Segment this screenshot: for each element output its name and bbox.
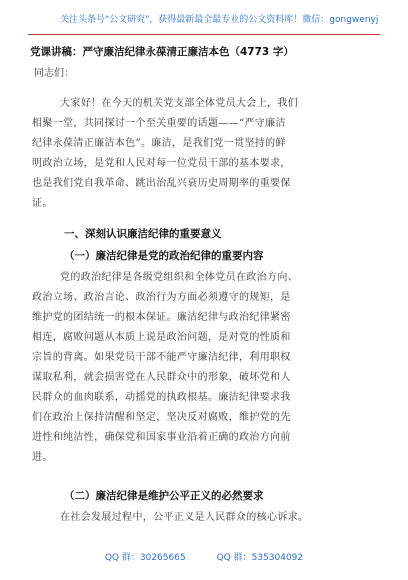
footer-qq-group-2: QQ 群：535304092 — [216, 553, 304, 563]
paragraph-line: 在社会发展过程中，公平正义是人民群众的核心诉求。 — [60, 512, 309, 523]
paragraph-line: 宗旨的背离。如果党员干部不能严守廉洁纪律，利用职权 — [32, 352, 291, 363]
header-divider — [28, 34, 380, 35]
subsection-heading: （二）廉洁纪律是维护公平正义的必然要求 — [64, 490, 264, 502]
header-banner: 关注头条号"公文研究"，获得最新最全最专业的公文资料库！微信：gongwenyj — [60, 15, 379, 25]
paragraph-line: 相连，腐败问题从本质上说是政治问题，是对党的性质和 — [32, 332, 291, 343]
paragraph-line: 民群众的血肉联系，动摇党的执政根基。廉洁纪律要求我 — [32, 392, 291, 403]
paragraph-line: 证。 — [32, 198, 53, 209]
intro-paragraph — [32, 94, 360, 214]
paragraph-line: 政治立场、政治言论、政治行为方面必须遵守的规矩，是 — [32, 292, 291, 303]
paragraph-line: 相聚一堂，共同探讨一个至关重要的话题——“严守廉洁 — [32, 118, 286, 129]
footer-qq-group-1: QQ 群：30265665 — [104, 553, 186, 563]
salutation: 同志们： — [34, 68, 74, 79]
footer — [0, 550, 408, 563]
subsection-1-paragraph — [32, 268, 360, 468]
paragraph-line: 们在政治上保持清醒和坚定，坚决反对腐败，维护党的先 — [32, 412, 291, 423]
paragraph-line: 进性和纯洁性，确保党和国家事业沿着正确的政治方向前 — [32, 432, 291, 443]
paragraph-line: 大家好！在今天的机关党支部全体党员大会上，我们 — [60, 98, 299, 109]
paragraph-line: 党的政治纪律是各级党组织和全体党员在政治方向、 — [60, 272, 299, 283]
paragraph-line: 维护党的团结统一的根本保证。廉洁纪律与政治纪律紧密 — [32, 312, 291, 323]
paragraph-line: 进。 — [32, 452, 53, 463]
document-title: 党课讲稿：严守廉洁纪律永葆清正廉洁本色（4773 字） — [30, 46, 294, 58]
paragraph-line: 纪律永葆清正廉洁本色”。廉洁，是我们党一贯坚持的鲜 — [32, 138, 286, 149]
paragraph-line: 也是我们党自我革命、跳出治乱兴衰历史周期率的重要保 — [32, 178, 291, 189]
paragraph-line: 谋取私利，就会损害党在人民群众中的形象，破坏党和人 — [32, 372, 291, 383]
paragraph-line: 明政治立场，是党和人民对每一位党员干部的基本要求， — [32, 158, 291, 169]
section-heading: 一、深刻认识廉洁纪律的重要意义 — [64, 228, 222, 240]
subsection-2-paragraph — [60, 508, 360, 528]
subsection-heading: （一）廉洁纪律是党的政治纪律的重要内容 — [64, 250, 264, 262]
